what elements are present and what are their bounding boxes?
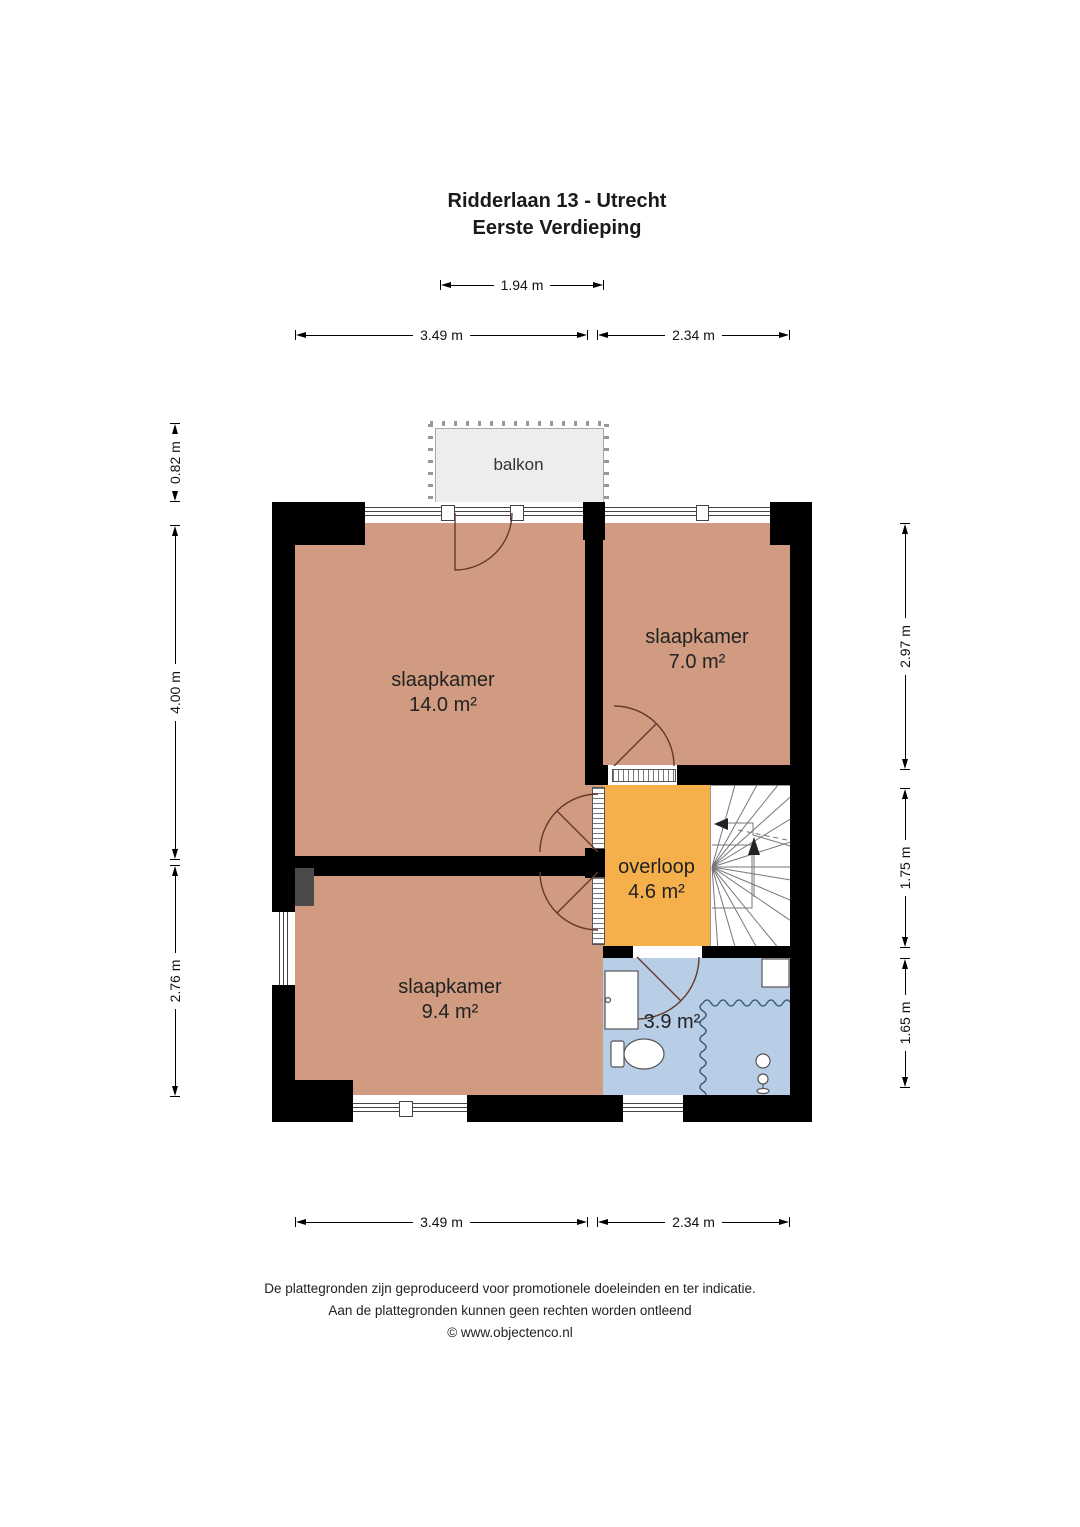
label-bathroom-area: 3.9 m² — [643, 1011, 701, 1033]
label-bedroom-medium: slaapkamer 9.4 m² — [398, 976, 502, 1023]
disclaimer-line1: De plattegronden zijn geproduceerd voor promotionele doeleinden en ter indicatie. — [264, 1281, 756, 1296]
shower-drain-icon — [756, 1054, 770, 1068]
balcony-railing-top — [430, 421, 607, 426]
dim-left-upper: 4.00 m — [168, 525, 182, 860]
bedroom-large-door-arc — [540, 794, 598, 852]
dim-bottom-left: 3.49 m — [295, 1215, 588, 1229]
disclaimer — [0, 1278, 1020, 1344]
title-floor: Eerste Verdieping — [472, 217, 642, 239]
disclaimer-line2: Aan de plattegronden kunnen geen rechten worden ontleend — [328, 1303, 692, 1318]
balcony-railing-left — [428, 424, 433, 502]
dim-balcony-width: 1.94 m — [440, 278, 604, 292]
shower-mixer-icon — [757, 1074, 769, 1094]
label-bedroom-large: slaapkamer 14.0 m² — [391, 669, 495, 716]
bedroom-small-door-arc — [614, 706, 674, 766]
balcony-railing-right — [604, 424, 609, 502]
copyright: © www.objectenco.nl — [447, 1325, 573, 1340]
bedroom-medium-door-arc — [540, 872, 598, 930]
dim-top-left: 3.49 m — [295, 328, 588, 342]
label-bedroom-small: slaapkamer 7.0 m² — [645, 626, 749, 673]
shelf-icon — [762, 959, 789, 987]
dim-right-upper: 2.97 m — [898, 523, 912, 770]
dim-right-lower: 1.65 m — [898, 958, 912, 1088]
title-address: Ridderlaan 13 - Utrecht — [447, 190, 667, 212]
dim-right-middle: 1.75 m — [898, 788, 912, 948]
balcony-door-arc — [455, 513, 512, 570]
dim-left-balcony: 0.82 m — [168, 428, 182, 502]
label-landing: overloop 4.6 m² — [618, 856, 695, 903]
balcony-label: balkon — [493, 455, 544, 474]
dim-top-right: 2.34 m — [597, 328, 790, 342]
page-title — [57, 188, 1057, 242]
dim-left-lower: 2.76 m — [168, 865, 182, 1097]
dim-bottom-right: 2.34 m — [597, 1215, 790, 1229]
toilet-icon — [611, 1039, 664, 1069]
